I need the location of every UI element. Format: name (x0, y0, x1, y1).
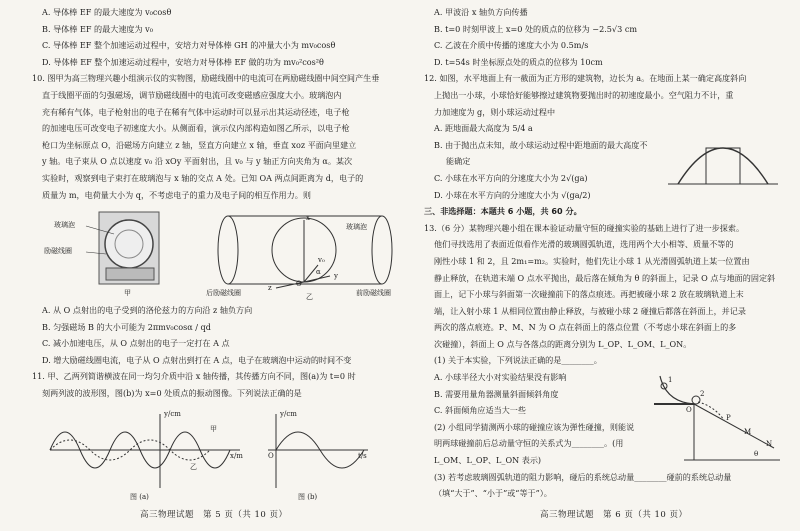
left-column-lower (32, 302, 402, 402)
q13-sub: （填“大于”、“小于”或“等于”）。 (434, 488, 552, 499)
q12-option-d: D. 小球在水平方向的分速度大小为 √(ga/2) (434, 189, 591, 200)
q11-option-d: D. t=54s 时坐标原点处的质点的位移为 10cm (434, 56, 603, 67)
point-p: P (726, 414, 731, 422)
q10-stem-line: 枪口为坐标原点 O，沿磁场方向建立 z 轴，竖直方向建立 x 轴，垂直 xoz 平面向里建立 (42, 139, 357, 150)
graph-b-origin: O (268, 452, 274, 460)
graph-a-ylabel: y/cm (164, 410, 181, 418)
q13-stem-line: 他们寻找选用了表面近似看作光滑的玻璃圆弧轨道，选用两个大小相等、质量不等的 (434, 239, 734, 250)
q10-stem-line: 质量为 m，电荷量大小为 q，不考虑电子的重力及电子间的相互作用力。则 (42, 189, 311, 200)
building-parabola (668, 118, 778, 190)
caption-yi: 乙 (306, 293, 313, 301)
q11-stem-line: 11. 甲、乙两列简谐横波在同一均匀介质中沿 x 轴传播，其传播方向不同，图(a)为 t=0 时 (32, 371, 356, 382)
q10-stem-line: 直于线圈平面的匀强磁场，调节励磁线圈中的电流可改变磁感应强度大小。玻璃泡内 (42, 89, 342, 100)
q13-stem-line: 端，让入射小球 1 从相同位置由静止释放，与被碰小球 2 碰撞后都落在斜面上，并记录 (434, 305, 746, 316)
ball-2: 2 (700, 390, 705, 398)
graph-b-caption: 图 (b) (298, 493, 318, 501)
label-bulb-yi: 玻璃泡 (346, 223, 367, 231)
axis-y: y (334, 272, 338, 280)
q10-option-d: D. 增大励磁线圈电流，电子从 O 点射出到打在 A 点，电子在玻璃泡中运动的时间不变 (42, 354, 352, 365)
q12-option-b-cont: 能确定 (446, 156, 471, 167)
q10-stem-line: 充有稀有气体，电子枪射出的电子在稀有气体中运动时可以显示出其运动径迹，电子枪 (42, 106, 350, 117)
q10-stem-line: 10. 图甲为高三物理兴趣小组演示仪的实物图，励磁线圈中的电流可在两励磁线圈中间空间产生垂 (32, 73, 380, 84)
graph-a-xlabel: x/m (230, 452, 243, 460)
graph-b-xlabel: t/s (358, 452, 367, 460)
q9-option-c: C. 导体棒 EF 整个加速运动过程中，安培力对导体棒 GH 的冲量大小为 mv₀cosθ (42, 40, 336, 51)
point-m: M (744, 428, 752, 436)
q10-stem-line: y 轴。电子束从 O 点以速度 v₀ 沿 xOy 平面射出，且 v₀ 与 y 轴正方向夹角为 α。某次 (42, 156, 353, 167)
track-and-incline (654, 372, 784, 462)
footer-right: 高三物理试题 第 6 页（共 10 页） (540, 510, 688, 520)
wave-plot (40, 410, 250, 502)
q10-option-b: B. 匀强磁场 B 的大小可能为 2πmv₀cosα / qd (42, 321, 211, 332)
q13-sub: L_OM、L_OP、L_ON 表示) (434, 455, 542, 466)
q12-stem-line: 上抛出一小球，小球恰好能够擦过建筑物要抛出时的初速度最小。空气阻力不计，重 (434, 89, 734, 100)
graph-a-caption: 图 (a) (130, 493, 149, 501)
q12-stem-line: 力加速度为 g，则小球运动过程中 (434, 106, 556, 117)
q13-sub: B. 需要用量角器测量斜面倾斜角度 (434, 388, 559, 399)
q12-option-c: C. 小球在水平方向的分速度大小为 2√(ga) (434, 172, 588, 183)
q11-option-a: A. 甲波沿 x 轴负方向传播 (434, 7, 528, 17)
angle-alpha: α (316, 268, 321, 276)
q10-option-c: C. 减小加速电压，从 O 点射出的电子一定打在 A 点 (42, 338, 230, 349)
q13-sub: (2) 小组同学猜测两小球的碰撞应该为弹性碰撞，则能说 (434, 421, 635, 432)
figure-incline (654, 372, 784, 462)
q9-option-a: A. 导体棒 EF 的最大速度为 v₀cosθ (42, 7, 172, 17)
graph-a (40, 410, 250, 502)
q13-sub: A. 小球半径大小对实验结果没有影响 (434, 372, 567, 383)
label-front-coil: 前励磁线圈 (356, 289, 391, 297)
section-3-heading: 三、非选择题：本题共 6 小题，共 60 分。 (424, 206, 582, 217)
label-back-coil: 后励磁线圈 (206, 289, 241, 297)
q12-option-a: A. 距地面最大高度为 5/4 a (434, 123, 533, 134)
left-column (32, 4, 402, 203)
q10-option-a: A. 从 O 点射出的电子受到的洛伦兹力的方向沿 z 轴负方向 (42, 305, 253, 315)
point-n: N (766, 440, 773, 448)
axis-x: x (306, 214, 310, 222)
q13-stem-line: 13.（6 分）某物理兴趣小组在课本验证动量守恒的碰撞实验的基础上进行了进一步探索。 (424, 222, 745, 233)
q10-stem-line: 实验时，观察到电子束打在玻璃泡与 x 轴的交点 A 处。已知 OA 两点间距离为 d，电子的 (42, 172, 364, 183)
graph-b-ylabel: y/cm (280, 410, 297, 418)
q11-option-c: C. 乙波在介质中传播的速度大小为 0.5m/s (434, 40, 589, 51)
q13-sub: (3) 若考虑玻璃圆弧轨道的阻力影响，碰后的系统总动量________碰前的系统总动量 (434, 471, 732, 482)
wave-yi: 乙 (190, 463, 197, 471)
point-o-incline: O (686, 406, 692, 414)
q9-option-b: B. 导体棒 EF 的最大速度为 v₀ (42, 23, 153, 34)
footer-left: 高三物理试题 第 5 页（共 10 页） (140, 510, 288, 520)
q13-sub: 明两球碰撞前后总动量守恒的关系式为________。(用 (434, 438, 624, 449)
label-coil: 励磁线圈 (44, 247, 72, 255)
q12-stem-line: 12. 如图，水平地面上有一截面为正方形的建筑物，边长为 a。在地面上某一确定高度斜向 (424, 73, 747, 84)
wave-jia: 甲 (210, 425, 217, 433)
label-bulb: 玻璃泡 (54, 221, 75, 229)
axis-z: z (268, 284, 272, 292)
angle-theta: θ (754, 450, 759, 458)
q11-option-b: B. t=0 时刻甲波上 x=0 处的质点的位移为 −2.5√3 cm (434, 23, 638, 34)
q13-sub: C. 斜面倾角应适当大一些 (434, 405, 526, 416)
caption-jia: 甲 (124, 289, 131, 297)
q11-stem-line: 刻两列波的波形图，图(b)为 x=0 处质点的振动图像。下列说法正确的是 (42, 387, 302, 398)
figure-jia (44, 210, 204, 300)
graph-b (258, 410, 378, 502)
figure-projectile (668, 118, 778, 190)
velocity-v0: v₀ (318, 256, 325, 264)
q13-stem-line: 面上，记下小球与斜面第一次碰撞前下的落点痕迹。再把被碰小球 2 放在玻璃轨道上末 (434, 289, 744, 300)
q13-stem-line: 两次的落点痕迹。P、M、N 为 O 点在斜面上的落点位置（不考虑小球在斜面上的多 (434, 322, 737, 333)
q13-sub: (1) 关于本实验，下列说法正确的是________。 (434, 355, 602, 366)
q13-stem-line: 静止释放，在轨道末端 O 点水平抛出，最后落在倾角为 θ 的斜面上，记录 O 点与地面的固定斜 (434, 272, 776, 283)
figure-yi (206, 210, 402, 302)
q12-option-b: B. 由于抛出点未知，故小球运动过程中距地面的最大高度不 (434, 139, 648, 150)
q9-option-d: D. 导体棒 EF 整个加速运动过程中，安培力对导体棒 EF 做的功为 mv₀²cos²θ (42, 56, 324, 67)
q13-stem-line: 刚性小球 1 和 2，且 2m₁=m₂。实验时，他们先让小球 1 从光滑圆弧轨道上某一位置由 (434, 255, 750, 266)
origin-o: O (296, 280, 302, 288)
q13-stem-line: 次碰撞），斜面上 O 点与各落点的距离分别为 L_OP、L_OM、L_ON。 (434, 338, 692, 349)
ball-1: 1 (668, 376, 673, 384)
q10-stem-line: 的加速电压可改变电子初速度大小。从侧面看，演示仪内部构造如图乙所示，以电子枪 (42, 123, 350, 134)
